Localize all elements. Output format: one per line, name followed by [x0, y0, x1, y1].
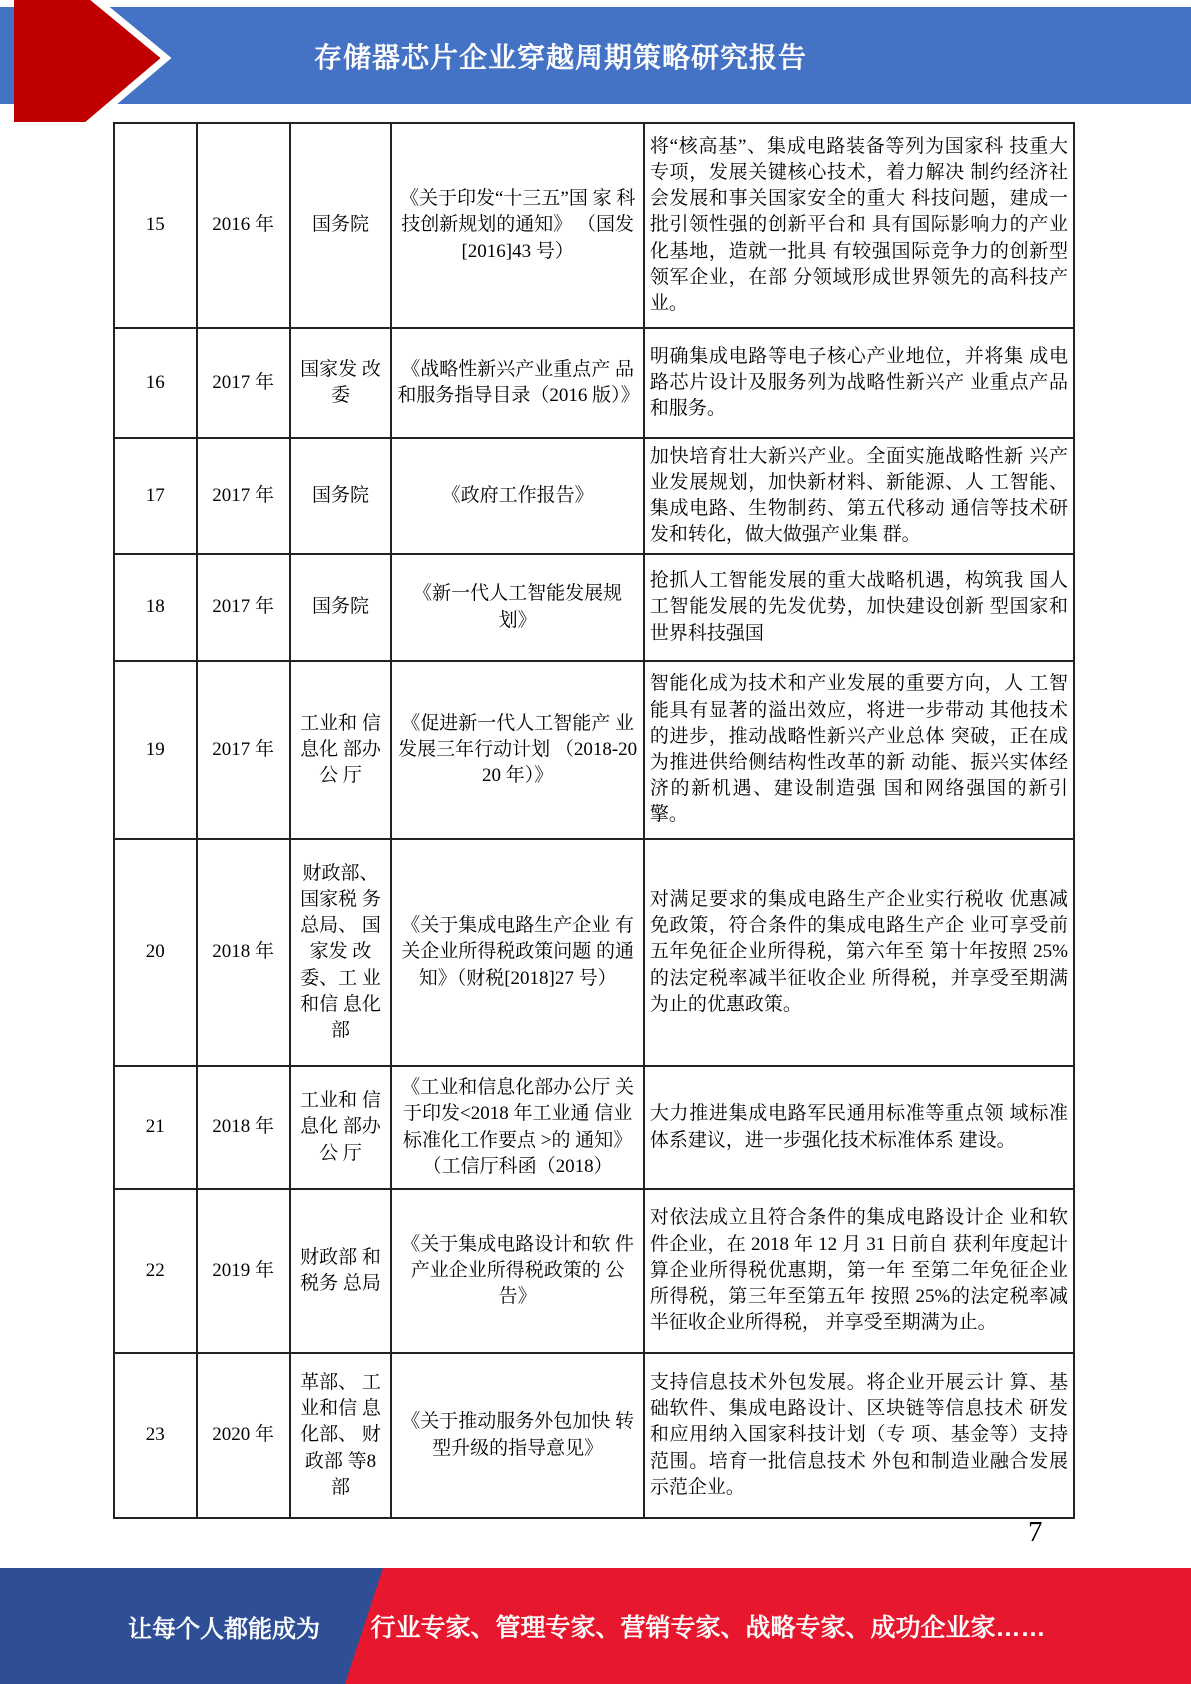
row-agency-cell: 工业和 信息化 部办公 厅 — [290, 1066, 392, 1189]
row-number-cell: 23 — [114, 1353, 197, 1518]
row-year-cell: 2017 年 — [197, 554, 290, 661]
row-policy-cell: 《新一代人工智能发展规 划》 — [391, 554, 643, 661]
page-title: 存储器芯片企业穿越周期策略研究报告 — [313, 41, 807, 73]
row-number-cell: 16 — [114, 328, 197, 438]
row-number-cell: 19 — [114, 661, 197, 839]
table-row — [114, 1353, 1074, 1518]
row-number-cell: 18 — [114, 554, 197, 661]
row-agency-cell: 国务院 — [290, 554, 392, 661]
row-content-cell: 抢抓人工智能发展的重大战略机遇，构筑我 国人工智能发展的先发优势，加快建设创新 型国家和世界科技强国 — [644, 554, 1074, 661]
row-agency-cell: 国家发 改委 — [290, 328, 392, 438]
row-content-cell: 将“核高基”、集成电路装备等列为国家科 技重大专项，发展关键核心技术，着力解决 制约经济社会发展和事关国家安全的重大 科技问题，建成一批引领性强的创新平台和 具有国际影响力的产业化基地，造就一批具 有较强国际竞争力的创新型领军企业，在部 分领域形成世界领先的高科技产业。 — [644, 123, 1074, 328]
row-policy-cell: 《战略性新兴产业重点产 品和服务指导目录（2016 版）》 — [391, 328, 643, 438]
table-row — [114, 1066, 1074, 1189]
row-year-cell: 2018 年 — [197, 1066, 290, 1189]
row-policy-cell: 《关于印发“十三五”国 家 科技创新规划的通知》 （国发[2016]43 号） — [391, 123, 643, 328]
row-year-cell: 2020 年 — [197, 1353, 290, 1518]
row-agency-cell: 工业和 信息化 部办公 厅 — [290, 661, 392, 839]
row-number-cell: 21 — [114, 1066, 197, 1189]
row-year-cell: 2019 年 — [197, 1189, 290, 1353]
row-year-cell: 2017 年 — [197, 328, 290, 438]
row-agency-cell: 国务院 — [290, 123, 392, 328]
table-row — [114, 123, 1074, 328]
page-number: 7 — [1028, 1516, 1043, 1548]
row-agency-cell: 财政部 和 税务 总局 — [290, 1189, 392, 1353]
table-row — [114, 438, 1074, 554]
row-content-cell: 支持信息技术外包发展。将企业开展云计 算、基础软件、集成电路设计、区块链等信息技术 研发和应用纳入国家科技计划（专 项、基金等）支持范围。培育一批信息技术 外包和制造业融合发展示范企业。 — [644, 1353, 1074, 1518]
footer-slogan-left: 让每个人都能成为 — [128, 1615, 320, 1643]
policy-table — [113, 122, 1075, 1519]
table-row — [114, 661, 1074, 839]
row-policy-cell: 《政府工作报告》 — [391, 438, 643, 554]
row-number-cell: 15 — [114, 123, 197, 328]
row-year-cell: 2016 年 — [197, 123, 290, 328]
row-policy-cell: 《关于集成电路生产企业 有关企业所得税政策问题 的通知》（财税[2018]27 号） — [391, 839, 643, 1066]
row-content-cell: 对依法成立且符合条件的集成电路设计企 业和软件企业，在 2018 年 12 月 31 日前自 获利年度起计算企业所得税优惠期，第一年 至第二年免征企业所得税，第三年至第五年 按照 25%的法定税率减半征收企业所得税， 并享受至期满为止。 — [644, 1189, 1074, 1353]
table-row — [114, 328, 1074, 438]
row-policy-cell: 《工业和信息化部办公厅 关于印发<2018 年工业通 信业 标准化工作要点 >的 通知》（工信厅科函（2018） — [391, 1066, 643, 1189]
red-arrow-icon — [14, 0, 184, 122]
row-policy-cell: 《关于集成电路设计和软 件产业企业所得税政策的 公告》 — [391, 1189, 643, 1353]
row-agency-cell: 革部、 工 业和信 息 化部、 财 政部 等8 部 — [290, 1353, 392, 1518]
row-agency-cell: 财政部、 国家税 务 总局、 国 家发 改 委、工 业 和信 息化 部 — [290, 839, 392, 1066]
table-row — [114, 1189, 1074, 1353]
row-content-cell: 大力推进集成电路军民通用标准等重点领 域标准体系建议，进一步强化技术标准体系 建设。 — [644, 1066, 1074, 1189]
row-year-cell: 2017 年 — [197, 438, 290, 554]
row-number-cell: 20 — [114, 839, 197, 1066]
table-row — [114, 554, 1074, 661]
row-policy-cell: 《关于推动服务外包加快 转型升级的指导意见》 — [391, 1353, 643, 1518]
row-policy-cell: 《促进新一代人工智能产 业发展三年行动计划 （2018-2020 年）》 — [391, 661, 643, 839]
row-content-cell: 对满足要求的集成电路生产企业实行税收 优惠减免政策，符合条件的集成电路生产企 业可享受前五年免征企业所得税，第六年至 第十年按照 25%的法定税率减半征收企业 所得税，并享受至期满为止的优惠政策。 — [644, 839, 1074, 1066]
row-agency-cell: 国务院 — [290, 438, 392, 554]
row-content-cell: 加快培育壮大新兴产业。全面实施战略性新 兴产业发展规划，加快新材料、新能源、人 工智能、集成电路、生物制药、第五代移动 通信等技术研发和转化，做大做强产业集 群。 — [644, 438, 1074, 554]
footer-slogan-right: 行业专家、管理专家、营销专家、战略专家、成功企业家…… — [370, 1614, 1046, 1642]
row-year-cell: 2018 年 — [197, 839, 290, 1066]
row-content-cell: 明确集成电路等电子核心产业地位，并将集 成电路芯片设计及服务列为战略性新兴产 业重点产品和服务。 — [644, 328, 1074, 438]
row-number-cell: 22 — [114, 1189, 197, 1353]
row-content-cell: 智能化成为技术和产业发展的重要方向，人 工智能具有显著的溢出效应，将进一步带动 其他技术的进步，推动战略性新兴产业总体 突破，正在成为推进供给侧结构性改革的新 动能、振兴实体经济的新机遇、建设制造强 国和网络强国的新引擎。 — [644, 661, 1074, 839]
table-row — [114, 839, 1074, 1066]
footer-banner — [0, 1568, 1191, 1684]
row-year-cell: 2017 年 — [197, 661, 290, 839]
row-number-cell: 17 — [114, 438, 197, 554]
